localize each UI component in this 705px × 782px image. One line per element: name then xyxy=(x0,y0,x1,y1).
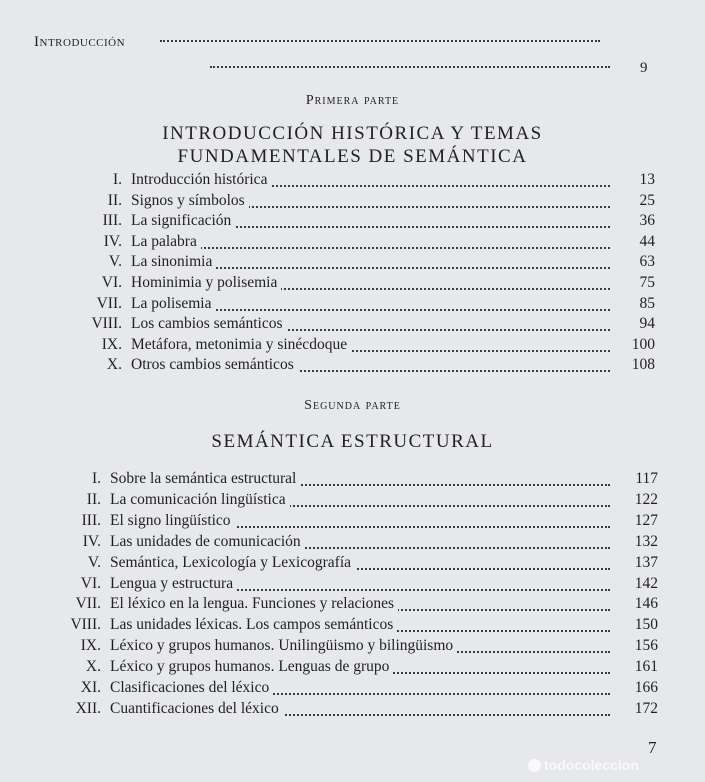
toc-entry-number: X. xyxy=(106,356,122,374)
toc-entry-title: Signos y símbolos xyxy=(131,191,249,211)
toc-entry-title: El léxico en la lengua. Funciones y relaciones xyxy=(110,594,398,614)
toc-entry-number: V. xyxy=(108,253,122,271)
intro-leader xyxy=(160,40,600,42)
part2-label: Segunda parte xyxy=(304,398,401,413)
toc-entry xyxy=(0,511,705,531)
toc-entry-title: La significación xyxy=(131,211,235,231)
toc-entry-page: 142 xyxy=(634,574,658,592)
toc-entry-number: III. xyxy=(81,511,101,529)
toc-entry-title: Cuantificaciones del léxico xyxy=(110,699,283,719)
toc-entry-title: Semántica, Lexicología y Lexicografía xyxy=(110,553,355,573)
toc-entry-page: 146 xyxy=(634,595,658,613)
toc-entry-number: VII. xyxy=(75,595,101,613)
watermark-text: todocoleccion xyxy=(544,757,639,773)
toc-entry-title: Léxico y grupos humanos. Unilingüismo y bilingüismo xyxy=(110,636,457,656)
toc-entry-page: 122 xyxy=(634,490,658,508)
toc-entry-number: I. xyxy=(91,470,101,487)
toc-entry-page: 161 xyxy=(634,658,658,676)
watermark xyxy=(528,757,639,773)
intro-entry-title: Introducción xyxy=(34,34,126,50)
toc-entry-title: El signo lingüístico xyxy=(110,511,235,531)
toc-entry-page: 100 xyxy=(631,335,655,353)
toc-entry-number: II. xyxy=(107,191,122,209)
toc-entry-page: 132 xyxy=(634,532,658,550)
toc-entry xyxy=(0,678,705,698)
toc-entry-title: La sinonimia xyxy=(131,252,216,272)
toc-entry xyxy=(0,636,705,656)
toc-entry-number: X. xyxy=(85,658,101,676)
toc-entry xyxy=(0,355,705,375)
toc-entry xyxy=(0,657,705,677)
toc-entry-page: 36 xyxy=(639,212,655,230)
toc-entry-number: II. xyxy=(86,490,101,508)
toc-entry-number: XII. xyxy=(75,699,101,717)
toc-entry-title: Las unidades léxicas. Los campos semánticos xyxy=(110,615,397,635)
toc-entry-title: Las unidades de comunicación xyxy=(110,532,305,552)
toc-entry xyxy=(0,553,705,573)
toc-entry xyxy=(0,335,705,355)
toc-entry-number: VIII. xyxy=(70,616,101,634)
toc-entry-number: V. xyxy=(87,553,101,571)
toc-entry xyxy=(0,273,705,293)
toc-entry-page: 166 xyxy=(634,679,658,696)
toc-entry xyxy=(0,532,705,552)
toc-entry-title: Otros cambios semánticos xyxy=(131,355,298,375)
toc-leader-dots xyxy=(131,247,610,249)
toc-entry-title: La palabra xyxy=(131,232,201,252)
part1-title-line2: FUNDAMENTALES DE SEMÁNTICA xyxy=(177,146,528,167)
toc-entry-title: Sobre la semántica estructural xyxy=(110,469,300,489)
toc-entry-number: IV. xyxy=(82,532,101,550)
toc-entry xyxy=(0,211,705,231)
toc-entry xyxy=(0,594,705,614)
toc-entry xyxy=(0,490,705,510)
toc-entry-page: 117 xyxy=(635,470,658,487)
toc-entry-title: La comunicación lingüística xyxy=(110,490,290,510)
watermark-logo-icon xyxy=(528,759,541,772)
toc-entry-number: IX. xyxy=(80,637,101,655)
toc-entry-page: 137 xyxy=(634,553,658,571)
toc-entry-page: 108 xyxy=(631,356,655,374)
toc-entry xyxy=(0,294,705,314)
toc-entry xyxy=(0,615,705,635)
toc-entry-page: 156 xyxy=(634,637,658,655)
part1-label: Primera parte xyxy=(305,93,400,108)
toc-entry-page: 127 xyxy=(634,511,658,529)
part1-title-line1: INTRODUCCIÓN HISTÓRICA Y TEMAS xyxy=(162,123,543,144)
toc-entry-number: IX. xyxy=(101,335,122,353)
toc-entry-title: Introducción histórica xyxy=(131,170,271,190)
intro-entry-page: 9 xyxy=(640,60,648,76)
toc-entry-page: 150 xyxy=(634,616,658,634)
toc-entry-page: 172 xyxy=(634,699,658,717)
toc-entry-page: 85 xyxy=(639,294,655,312)
toc-entry-page: 25 xyxy=(639,191,655,209)
toc-entry-title: Los cambios semánticos xyxy=(131,314,287,334)
toc-entry xyxy=(0,574,705,594)
toc-entry-number: IV. xyxy=(103,232,122,250)
intro-leader-2 xyxy=(210,66,610,68)
toc-entry-page: 13 xyxy=(639,171,655,188)
toc-entry-number: I. xyxy=(112,171,122,188)
toc-entry xyxy=(0,252,705,272)
toc-entry xyxy=(0,314,705,334)
toc-entry-page: 75 xyxy=(639,274,655,291)
toc-entry-number: VIII. xyxy=(91,315,122,333)
toc-entry xyxy=(0,469,705,489)
toc-entry xyxy=(0,232,705,252)
toc-entry xyxy=(0,191,705,211)
toc-entry-page: 94 xyxy=(639,315,655,333)
toc-entry-number: VII. xyxy=(96,294,122,312)
toc-entry-number: XI. xyxy=(80,679,101,696)
toc-entry-title: Clasificaciones del léxico xyxy=(110,678,273,698)
toc-entry-title: Metáfora, metonimia y sinécdoque xyxy=(131,335,351,355)
toc-entry-title: Hominimia y polisemia xyxy=(131,273,281,293)
toc-entry xyxy=(0,699,705,719)
toc-entry-page: 44 xyxy=(639,232,655,250)
toc-entry-number: III. xyxy=(102,212,122,230)
toc-entry-title: La polisemia xyxy=(131,294,216,314)
toc-entry-number: VI. xyxy=(80,574,101,592)
toc-entry xyxy=(0,170,705,190)
toc-entry-page: 63 xyxy=(639,253,655,271)
part2-title: SEMÁNTICA ESTRUCTURAL xyxy=(211,431,494,452)
page-number: 7 xyxy=(648,738,657,757)
toc-entry-title: Léxico y grupos humanos. Lenguas de grupo xyxy=(110,657,393,677)
toc-entry-title: Lengua y estructura xyxy=(110,574,237,594)
toc-entry-number: VI. xyxy=(101,274,122,291)
